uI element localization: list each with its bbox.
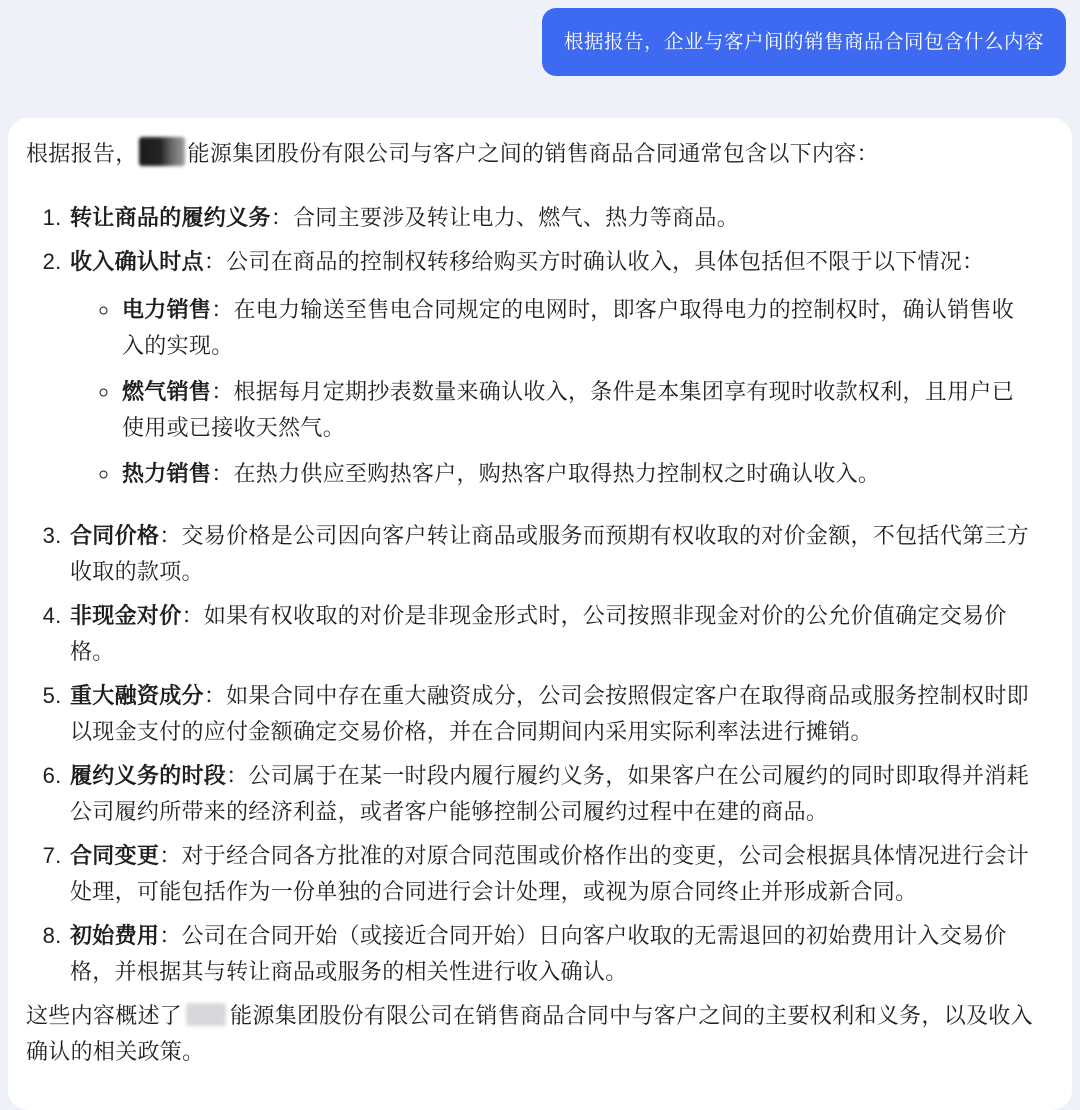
intro-suffix: 能源集团股份有限公司与客户之间的销售商品合同通常包含以下内容： — [187, 141, 879, 166]
term-text: ：公司在合同开始（或接近合同开始）日向客户收取的无需退回的初始费用计入交易价格，并根据其与转让商品或服务的相关性进行收入确认。 — [70, 923, 1007, 984]
term-item-1 — [68, 200, 1036, 236]
term-item-4 — [68, 598, 1036, 670]
user-message-bubble: 根据报告，企业与客户间的销售商品合同包含什么内容 — [542, 8, 1066, 76]
sub-term-item-1 — [120, 292, 1036, 364]
term-text: ：合同主要涉及转让电力、燃气、热力等商品。 — [270, 205, 740, 230]
term-text: ：如果合同中存在重大融资成分，公司会按照假定客户在取得商品或服务控制权时即以现金支付的应付金额确定交易价格，并在合同期间内采用实际利率法进行摊销。 — [70, 683, 1029, 744]
assistant-response-card — [8, 118, 1072, 1110]
sub-term-item-2 — [120, 374, 1036, 446]
term-text: ：公司在商品的控制权转移给购买方时确认收入，具体包括但不限于以下情况： — [203, 249, 985, 274]
term-label: 重大融资成分 — [70, 683, 204, 708]
term-item-5 — [68, 678, 1036, 750]
term-item-3 — [68, 518, 1036, 590]
term-text: ：公司属于在某一时段内履行履约义务，如果客户在公司履约的同时即取得并消耗公司履约所带来的经济利益，或者客户能够控制公司履约过程中在建的商品。 — [70, 763, 1029, 824]
outro-suffix: 能源集团股份有限公司在销售商品合同中与客户之间的主要权利和义务，以及收入确认的相关政策。 — [26, 1003, 1033, 1064]
term-item-6 — [68, 758, 1036, 830]
sub-term-label: 燃气销售 — [122, 379, 212, 404]
term-text: ：对于经合同各方批准的对原合同范围或价格作出的变更，公司会根据具体情况进行会计处理，可能包括作为一份单独的合同进行会计处理，或视为原合同终止并形成新合同。 — [70, 843, 1029, 904]
term-item-2 — [68, 244, 1036, 492]
revenue-recognition-sub-list — [70, 292, 1036, 492]
user-message-row — [0, 0, 1080, 76]
contract-terms-list — [26, 200, 1036, 990]
term-label: 初始费用 — [70, 923, 160, 948]
term-text: ：如果有权收取的对价是非现金形式时，公司按照非现金对价的公允价值确定交易价格。 — [70, 603, 1007, 664]
term-label: 收入确认时点 — [70, 249, 204, 274]
term-item-7 — [68, 838, 1036, 910]
intro-prefix: 根据报告， — [26, 141, 138, 166]
term-item-8 — [68, 918, 1036, 990]
term-label: 转让商品的履约义务 — [70, 205, 271, 230]
sub-term-label: 热力销售 — [122, 461, 212, 486]
sub-term-item-3 — [120, 456, 1036, 492]
outro-paragraph — [26, 998, 1036, 1070]
outro-prefix: 这些内容概述了 — [26, 1003, 183, 1028]
sub-term-text: ：在电力输送至售电合同规定的电网时，即客户取得电力的控制权时，确认销售收入的实现。 — [122, 297, 1015, 358]
term-text: ：交易价格是公司因向客户转让商品或服务而预期有权收取的对价金额，不包括代第三方收取的款项。 — [70, 523, 1029, 584]
sub-term-text: ：根据每月定期抄表数量来确认收入，条件是本集团享有现时收款权利，且用户已使用或已接收天然气。 — [122, 379, 1015, 440]
intro-paragraph — [26, 136, 1036, 172]
sub-term-label: 电力销售 — [122, 297, 212, 322]
term-label: 履约义务的时段 — [70, 763, 227, 788]
term-label: 非现金对价 — [70, 603, 182, 628]
sub-term-text: ：在热力供应至购热客户，购热客户取得热力控制权之时确认收入。 — [211, 461, 881, 486]
term-label: 合同变更 — [70, 843, 160, 868]
term-label: 合同价格 — [70, 523, 160, 548]
redacted-company-name — [186, 1003, 226, 1026]
redacted-company-name — [139, 137, 185, 166]
